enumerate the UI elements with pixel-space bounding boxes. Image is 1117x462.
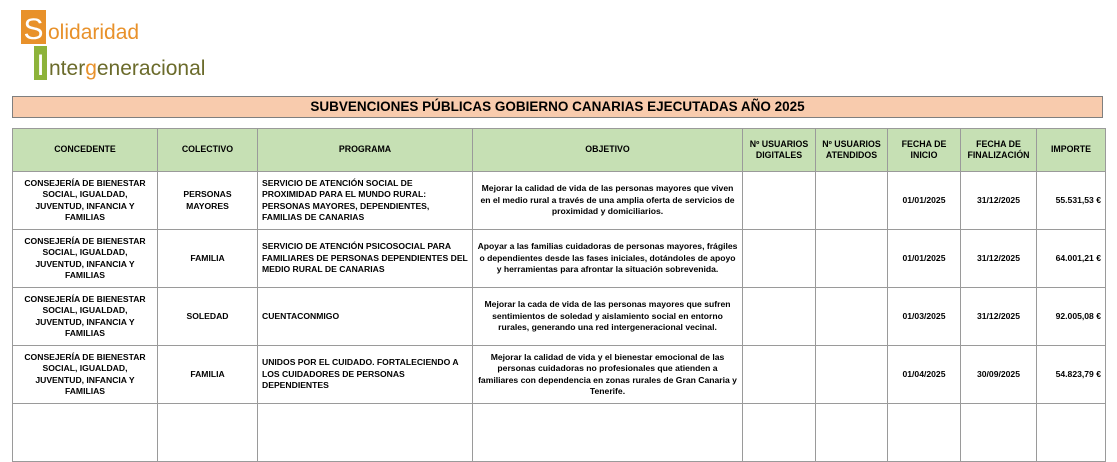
cell-colectivo: FAMILIA: [158, 346, 258, 404]
cell-usuarios-atendidos: [816, 288, 888, 346]
cell-fecha-inicio: 01/01/2025: [888, 172, 961, 230]
logo-line2-part1: nter: [49, 57, 86, 80]
table-row-partial: [13, 404, 1106, 462]
cell-fecha-inicio: 01/03/2025: [888, 288, 961, 346]
cell-empty: [743, 404, 816, 462]
cell-empty: [13, 404, 158, 462]
cell-empty: [888, 404, 961, 462]
header-usuarios-atendidos: Nº USUARIOS ATENDIDOS: [816, 129, 888, 172]
cell-programa: SERVICIO DE ATENCIÓN PSICOSOCIAL PARA FAMILIARES DE PERSONAS DEPENDIENTES DEL MEDIO RURAL DE CANARIAS: [258, 230, 473, 288]
cell-concedente: CONSEJERÍA DE BIENESTAR SOCIAL, IGUALDAD, JUVENTUD, INFANCIA Y FAMILIAS: [13, 172, 158, 230]
logo-line2-rest: eneracional: [96, 57, 206, 80]
header-colectivo: COLECTIVO: [158, 129, 258, 172]
cell-fecha-fin: 30/09/2025: [961, 346, 1037, 404]
solidaridad-intergeneracional-logo: [20, 8, 250, 84]
cell-importe: 54.823,79 €: [1037, 346, 1106, 404]
cell-fecha-fin: 31/12/2025: [961, 230, 1037, 288]
cell-fecha-fin: 31/12/2025: [961, 288, 1037, 346]
cell-importe: 55.531,53 €: [1037, 172, 1106, 230]
logo-i-letter: I: [36, 49, 45, 82]
cell-fecha-inicio: 01/04/2025: [888, 346, 961, 404]
cell-empty: [816, 404, 888, 462]
cell-concedente: CONSEJERÍA DE BIENESTAR SOCIAL, IGUALDAD, JUVENTUD, INFANCIA Y FAMILIAS: [13, 230, 158, 288]
logo-line2-g: g: [85, 57, 97, 80]
cell-fecha-inicio: 01/01/2025: [888, 230, 961, 288]
logo-line1-text: olidaridad: [48, 21, 140, 44]
cell-concedente: CONSEJERÍA DE BIENESTAR SOCIAL, IGUALDAD, JUVENTUD, INFANCIA Y FAMILIAS: [13, 346, 158, 404]
header-importe: IMPORTE: [1037, 129, 1106, 172]
header-usuarios-digitales: Nº USUARIOS DIGITALES: [743, 129, 816, 172]
cell-objetivo: Mejorar la calidad de vida y el bienestar emocional de las personas cuidadoras no profesionales que atienden a familiares con dependencia en zonas rurales de Gran Canaria y Tenerife.: [473, 346, 743, 404]
table-row: [13, 346, 1106, 404]
table-header-row: [13, 129, 1106, 172]
cell-empty: [258, 404, 473, 462]
logo-s-letter: S: [23, 13, 44, 46]
cell-importe: 64.001,21 €: [1037, 230, 1106, 288]
table-row: [13, 288, 1106, 346]
cell-programa: CUENTACONMIGO: [258, 288, 473, 346]
cell-empty: [158, 404, 258, 462]
cell-usuarios-atendidos: [816, 172, 888, 230]
cell-usuarios-atendidos: [816, 230, 888, 288]
table-row: [13, 172, 1106, 230]
cell-colectivo: PERSONAS MAYORES: [158, 172, 258, 230]
header-objetivo: OBJETIVO: [473, 129, 743, 172]
cell-colectivo: FAMILIA: [158, 230, 258, 288]
cell-fecha-fin: 31/12/2025: [961, 172, 1037, 230]
header-programa: PROGRAMA: [258, 129, 473, 172]
table-row: [13, 230, 1106, 288]
cell-colectivo: SOLEDAD: [158, 288, 258, 346]
cell-objetivo: Apoyar a las familias cuidadoras de personas mayores, frágiles o dependientes desde las fases iniciales, dotándoles de apoyo y herramientas para afrontar la situación sobrevenida.: [473, 230, 743, 288]
header-fecha-fin: FECHA DE FINALIZACIÓN: [961, 129, 1037, 172]
cell-concedente: CONSEJERÍA DE BIENESTAR SOCIAL, IGUALDAD, JUVENTUD, INFANCIA Y FAMILIAS: [13, 288, 158, 346]
cell-objetivo: Mejorar la calidad de vida de las personas mayores que viven en el medio rural a través de una amplia oferta de servicios de proximidad y domiciliarios.: [473, 172, 743, 230]
cell-usuarios-atendidos: [816, 346, 888, 404]
cell-importe: 92.005,08 €: [1037, 288, 1106, 346]
cell-empty: [961, 404, 1037, 462]
cell-programa: UNIDOS POR EL CUIDADO. FORTALECIENDO A LOS CUIDADORES DE PERSONAS DEPENDIENTES: [258, 346, 473, 404]
cell-usuarios-digitales: [743, 346, 816, 404]
header-concedente: CONCEDENTE: [13, 129, 158, 172]
header-fecha-inicio: FECHA DE INICIO: [888, 129, 961, 172]
cell-empty: [473, 404, 743, 462]
subsidies-table: [12, 128, 1106, 462]
logo-line2-text: [49, 57, 205, 80]
cell-usuarios-digitales: [743, 172, 816, 230]
cell-programa: SERVICIO DE ATENCIÓN SOCIAL DE PROXIMIDAD PARA EL MUNDO RURAL: PERSONAS MAYORES, DEPENDIENTES, FAMILIAS DE CANARIAS: [258, 172, 473, 230]
cell-objetivo: Mejorar la cada de vida de las personas mayores que sufren sentimientos de soledad y aislamiento social en entorno rurales, generando una red intergeneracional vecinal.: [473, 288, 743, 346]
cell-usuarios-digitales: [743, 230, 816, 288]
cell-usuarios-digitales: [743, 288, 816, 346]
report-title: SUBVENCIONES PÚBLICAS GOBIERNO CANARIAS EJECUTADAS AÑO 2025: [12, 96, 1103, 118]
cell-empty: [1037, 404, 1106, 462]
